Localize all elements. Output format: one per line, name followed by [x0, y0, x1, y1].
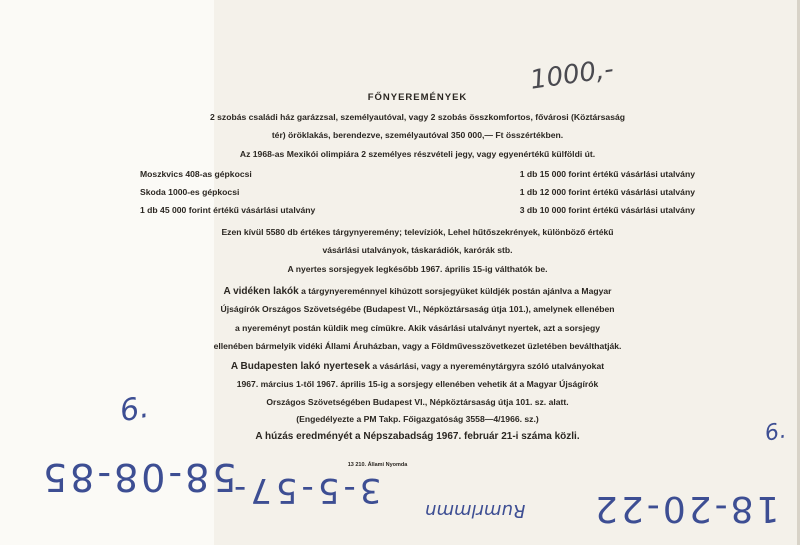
- olympic-prize-line: Az 1968-as Mexikói olimpiára 2 személyes részvételi jegy, vagy egyenértékű külföldi út.: [239, 149, 596, 159]
- extra-prizes-line-1: Ezen kívül 5580 db értékes tárgynyeremény; televíziók, Lehel hűtőszekrények, különböző értékű: [221, 227, 614, 237]
- prize-row: [140, 187, 695, 205]
- prize-row: [140, 169, 695, 187]
- redeem-deadline-line: A nyertes sorsjegyek legkésőbb 1967. április 15-ig válthatók be.: [287, 264, 548, 274]
- rural-winners-line-4: ellenében bármelyik vidéki Állami Áruházban, vagy a Földművesszövetkezet üzletében beválthatják.: [213, 341, 622, 351]
- prize-row-left: Moszkvics 408-as gépkocsi: [140, 169, 252, 179]
- budapest-winners-line-3: Országos Szövetségében Budapest VI., Népköztársaság útja 101. sz. alatt.: [266, 397, 569, 407]
- rural-winners-line-2: Újságírók Országos Szövetségébe (Budapest VI., Népköztársaság útja 101.), amelynek ellenében: [220, 304, 615, 314]
- prize-row-right: 1 db 12 000 forint értékű vásárlási utalvány: [519, 187, 695, 197]
- prize-row-left: 1 db 45 000 forint értékű vásárlási utalvány: [140, 205, 316, 215]
- handwritten-six-right: 6.: [762, 418, 789, 447]
- handwritten-price: 1000,-: [528, 54, 616, 96]
- extra-prizes-line-2: vásárlási utalványok, táskarádiók, karórák stb.: [322, 245, 513, 255]
- handwritten-numbers-right: 18-20-22: [592, 488, 780, 529]
- rural-winners-line-1: [140, 282, 695, 302]
- main-prizes-title: FŐNYEREMÉNYEK: [367, 92, 468, 103]
- budapest-winners-text: a vásárlási, vagy a nyereménytárgyra szóló utalványokat: [370, 361, 605, 371]
- prize-row-left: Skoda 1000-es gépkocsi: [140, 187, 240, 197]
- handwritten-numbers-middle: 3-5-57-: [230, 470, 382, 510]
- draw-results-line: A húzás eredményét a Népszabadság 1967. február 21-i száma közli.: [255, 431, 580, 442]
- budapest-winners-line-1: [140, 357, 695, 377]
- budapest-winners-line-2: 1967. március 1-től 1967. április 15-ig a sorsjegy ellenében vehetik át a Magyar Újságírók: [236, 379, 599, 389]
- main-prize-line-2: tér) öröklakás, berendezve, személyautóval 350 000,— Ft összértékben.: [271, 130, 564, 140]
- prize-row-right: 3 db 10 000 forint értékű vásárlási utalvány: [519, 205, 695, 215]
- rural-winners-line-3: a nyereményt postán küldik meg címükre. Akik vásárlási utalványt nyertek, azt a sorsjegy: [234, 323, 601, 333]
- handwritten-signature: Rumrlmmn: [425, 500, 526, 521]
- rural-winners-text: a tárgynyereménnyel kihúzott sorsjegyüket küldjék postán ajánlva a Magyar: [298, 286, 612, 296]
- handwritten-numbers-left: 58-08-85: [40, 455, 237, 499]
- budapest-winners-heading: A Budapesten lakó nyertesek: [230, 361, 371, 372]
- printer-imprint: 13 210. Állami Nyomda: [347, 462, 408, 468]
- main-prize-line-1: 2 szobás családi ház garázzsal, személyautóval, vagy 2 szobás összkomfortos, fővárosi (Köztársaság: [209, 112, 626, 122]
- handwritten-six: 6.: [117, 389, 152, 430]
- rural-winners-heading: A vidéken lakók: [223, 286, 299, 297]
- prize-row: [140, 205, 695, 223]
- approval-line: (Engedélyezte a PM Takp. Főigazgatóság 3558—4/1966. sz.): [296, 414, 539, 424]
- prize-row-right: 1 db 15 000 forint értékű vásárlási utalvány: [519, 169, 695, 179]
